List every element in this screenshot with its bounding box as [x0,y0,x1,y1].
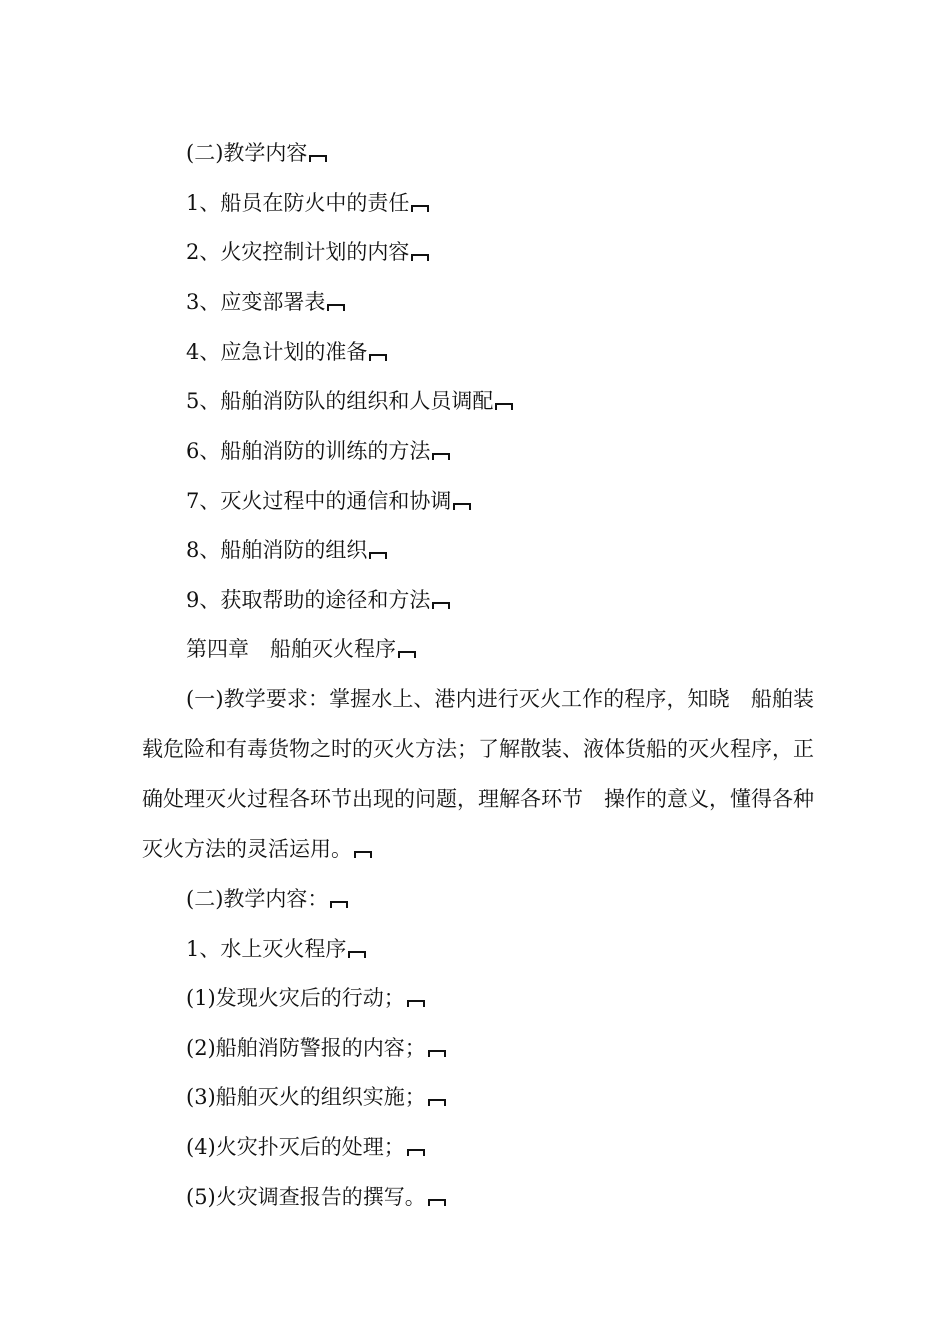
text-line [186,136,327,170]
line-text: 6、船舶消防的训练的方法 [186,439,431,463]
paragraph-mark-icon [407,1000,425,1007]
paragraph-mark-icon [348,951,366,958]
line-text: 4、应急计划的准备 [186,340,368,364]
line-text: 5、船舶消防队的组织和人员调配 [186,389,494,413]
line-text: (1)发现火灾后的行动； [186,986,405,1010]
text-line [186,932,366,966]
text-line [186,1031,446,1065]
text-line [186,1130,425,1164]
paragraph-mark-icon [428,1099,446,1106]
text-line [186,882,348,916]
paragraph-mark-icon [411,205,429,212]
line-text: (5)火灾调查报告的撰写。 [186,1185,426,1209]
paragraph-mark-icon [432,602,450,609]
line-text: (2)船舶消防警报的内容； [186,1036,426,1060]
line-text: 2、火灾控制计划的内容 [186,240,410,264]
paragraph-mark-icon [453,503,471,510]
text-line [186,1180,446,1214]
text-line [186,583,450,617]
paragraph-mark-icon [369,552,387,559]
line-text: 7、灭火过程中的通信和协调 [186,489,452,513]
line-text: (4)火灾扑灭后的处理； [186,1135,405,1159]
text-line [186,285,345,319]
paragraph-text: (一)教学要求：掌握水上、港内进行灭火工作的程序，知晓 船舶装载危险和有毒货物之时的灭火方法；了解散装、液体货船的灭火程序，正确处理灭火过程各环节出现的问题，理解各环节 操作的意义，懂得各种灭火方法的灵活运用。 [142,687,814,861]
paragraph-mark-icon [330,901,348,908]
text-line [186,981,425,1015]
line-text: 1、船员在防火中的责任 [186,191,410,215]
line-text: (3)船舶灭火的组织实施； [186,1085,426,1109]
paragraph-mark-icon [398,651,416,658]
paragraph-mark-icon [354,851,372,858]
line-text: 8、船舶消防的组织 [186,538,368,562]
paragraph-mark-icon [411,254,429,261]
text-line [186,484,471,518]
text-line [186,335,387,369]
chapter-heading [186,632,416,666]
text-line [186,186,429,220]
text-line [186,1080,446,1114]
text-line [186,533,387,567]
line-text: 1、水上灭火程序 [186,937,347,961]
paragraph-mark-icon [432,453,450,460]
paragraph-mark-icon [309,155,327,162]
line-text: (二)教学内容 [186,141,308,165]
paragraph-mark-icon [495,403,513,410]
paragraph-mark-icon [428,1199,446,1206]
paragraph-mark-icon [407,1149,425,1156]
paragraph-mark-icon [428,1050,446,1057]
requirements-paragraph [142,674,814,874]
line-text: 3、应变部署表 [186,290,326,314]
text-line [186,434,450,468]
paragraph-mark-icon [327,304,345,311]
line-text: (二)教学内容： [186,887,329,911]
line-text: 第四章 船舶灭火程序 [186,637,396,661]
text-line [186,384,513,418]
paragraph-mark-icon [369,354,387,361]
text-line [186,235,429,269]
line-text: 9、获取帮助的途径和方法 [186,588,431,612]
